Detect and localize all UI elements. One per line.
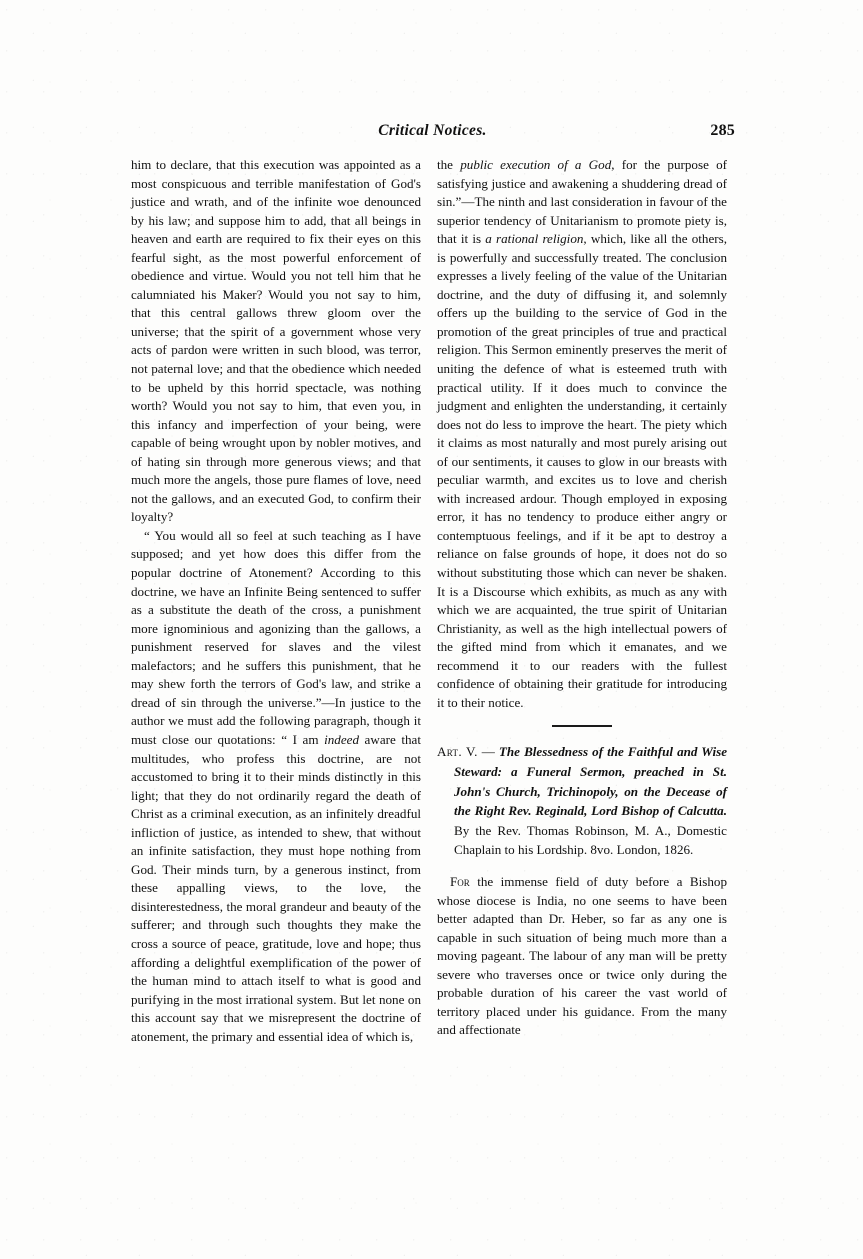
paragraph-text: , for the purpose of satisfying justice and awakening a shuddering dread of sin.”—The ninth and last consideration in favour of the superior tendency of Unitarianism to promote piety is, that it is bbox=[437, 157, 727, 247]
paragraph bbox=[437, 873, 727, 1040]
paragraph-text: the immense field of duty before a Bishop whose diocese is India, no one seems to have been better adapted than Dr. Heber, so far as any one is capable in such situation of being much more than a moving pageant. The labour of any man will be pretty severe who traverses once or twice only during the probable duration of his career the vast world of territory placed under his guidance. From the many and affectionate bbox=[437, 874, 727, 1038]
paragraph-text-continued: aware that multitudes, who profess this doctrine, are not accustomed to bring it to their minds distinctly in this light; that they do not ordinarily regard the death of Christ as a criminal execution, as an infinitely dreadful infliction of justice, as intended to shew, that without an infinite satisfaction, they must hope nothing from God. Their minds turn, by a generous instinct, from these appalling views, to the love, the disinterestedness, the moral grandeur and beauty of the sufferer; and through such thoughts they make the cross a source of peace, gratitude, love and hope; thus affording a delightful exemplification of the power of the human mind to attach itself to what is good and purifying in the most irrational system. But let none on this account say that we misrepresent the doctrine of atonement, the primary and essential idea of which is, bbox=[131, 731, 421, 1044]
paragraph-lead-word: For bbox=[450, 874, 470, 890]
paragraph-text: , which, like all the others, is powerfully and successfully treated. The conclusion expresses a lively feeling of the value of the Unitarian doctrine, and the duty of diffusing it, and solemnly offers up the building to the service of God in the promotion of the great principles of true and practical religion. This Sermon eminently preserves the merit of uniting the defence of what is esteemed truth with practical utility. If it does much to convince the judgment and enlighten the understanding, it certainly does not do less to improve the heart. The piety which it claims as most naturally and most purely arising out of our sentiments, it causes to glow in our breasts with peculiar warmth, and excites us to love and cherish with increased ardour. Though employed in exposing error, it has no tendency to produce either angry or contemptuous feelings, and if it be apt to destroy a reliance on false grounds of hope, it does not do so without substituting those which can never be shaken. It is a Discourse which exhibits, as much as any with which we are acquainted, the true spirit of Unitarian Christianity, as well as the high intellectual powers of the gifted mind from which it emanates, and we recommend it to our readers with the fullest confidence of obtaining their gratitude for introducing it to their notice. bbox=[437, 231, 727, 710]
running-head bbox=[130, 122, 735, 144]
column-left bbox=[131, 156, 421, 1046]
emphasized-phrase: public execution of a God bbox=[460, 157, 612, 172]
emphasized-phrase: a rational religion bbox=[485, 231, 584, 247]
article-heading bbox=[437, 742, 727, 860]
paragraph bbox=[437, 156, 727, 712]
paragraph bbox=[131, 527, 421, 1046]
paragraph bbox=[131, 156, 421, 527]
article-title: The Blessedness of the Faithful and Wise Steward: a Funeral Sermon, preached in St. John's Church, Trichinopoly, on the Decease of the Right Rev. Reginald, Lord Bishop of Calcutta. bbox=[454, 744, 728, 819]
section-divider bbox=[552, 725, 612, 727]
article-label: Art. V. bbox=[437, 744, 478, 760]
paragraph-text: the bbox=[437, 157, 461, 172]
article-imprint: By the Rev. Thomas Robinson, M. A., Domestic Chaplain to his Lordship. 8vo. London, 1826. bbox=[454, 822, 727, 858]
page-number: 285 bbox=[710, 122, 735, 139]
column-right bbox=[437, 156, 727, 1040]
paragraph-text: “ You would all so feel at such teaching as I have supposed; and yet how does this differ from the popular doctrine of Atonement? According to this doctrine, we have an Infinite Being sentenced to suffer as a substitute the death of the cross, a punishment more ignominious and agonizing than the gallows, a punishment reserved for slaves and the vilest malefactors; and he suffers this punishment, that he may shew forth the terrors of God's law, and strike a dread of sin through the universe.”—In justice to the author we must add the following paragraph, though it must close our quotations: “ I am bbox=[131, 527, 421, 747]
page-title: Critical Notices. bbox=[378, 122, 487, 139]
emphasized-word: indeed bbox=[324, 731, 359, 747]
article-dash: — bbox=[477, 744, 499, 760]
paragraph-text: him to declare, that this execution was appointed as a most conspicuous and terrible manifestation of God's justice and wrath, and of the infinite woe denounced by his law; and suppose him to add, that all beings in heaven and earth are required to fix their eyes on this fearful sight, as the most powerful enforcement of obedience and virtue. Would you not tell him that he calumniated his Maker? Would you not say to him, that this central gallows threw gloom over the universe; that the spirit of a government whose very acts of pardon were written in such blood, was terror, not paternal love; and that the obedience which needed to be upheld by this horrid spectacle, was nothing worth? Would you not say to him, that even you, in this infancy and imperfection of your being, were capable of being wrought upon by nobler motives, and of hating sin through more generous views; and that much more the angels, those pure flames of love, need not the gallows, and an executed God, to confirm their loyalty? bbox=[131, 157, 421, 525]
